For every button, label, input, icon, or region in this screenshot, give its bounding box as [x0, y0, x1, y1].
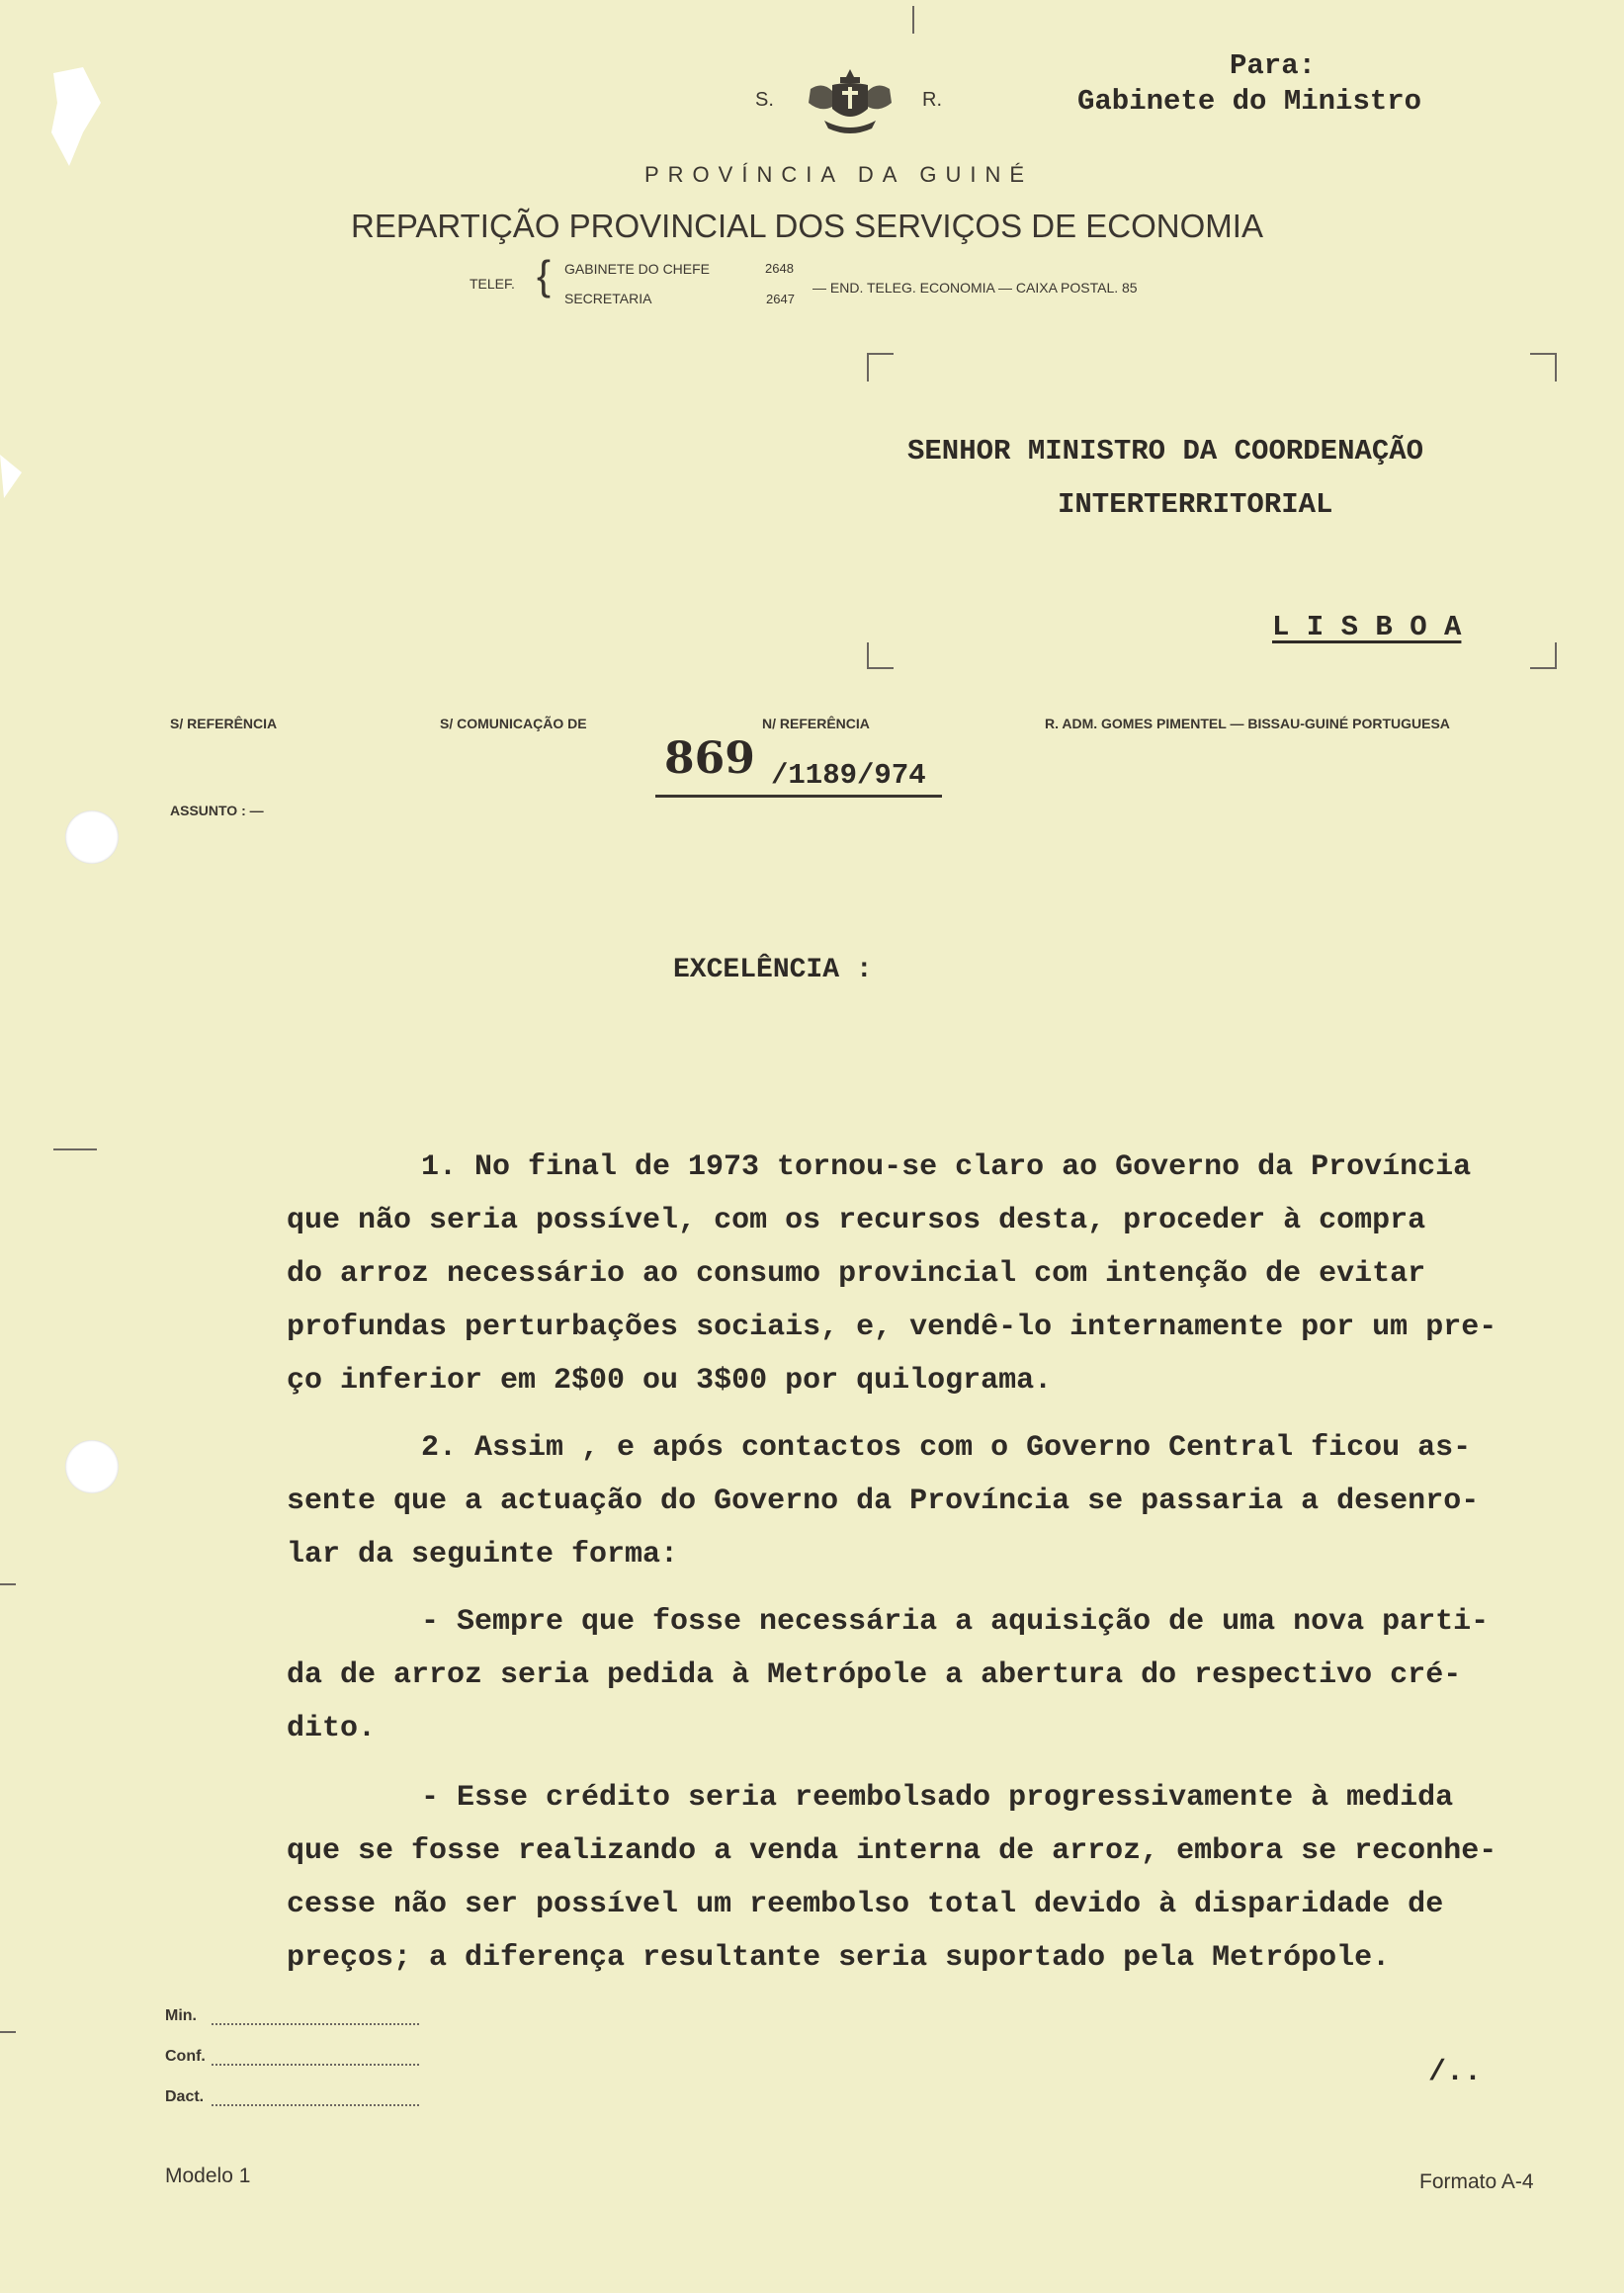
formato-label: Formato A-4	[1419, 2170, 1534, 2193]
modelo-label: Modelo 1	[165, 2165, 251, 2187]
secretaria-number: 2647	[766, 292, 795, 306]
gabinete-number: 2648	[765, 261, 794, 276]
bullet-1-line: - Sempre que fosse necessária a aquisição de uma nova parti-	[421, 1605, 1490, 1639]
gabinete-label: GABINETE DO CHEFE	[564, 261, 711, 277]
telef-label: TELEF.	[470, 276, 515, 292]
bullet-1-line: dito.	[287, 1712, 377, 1745]
bullet-2-line: cesse não ser possível um reembolso total devido à disparidade de	[287, 1888, 1444, 1921]
dact-label: Dact.	[165, 2088, 205, 2105]
assunto-label: ASSUNTO : —	[170, 803, 264, 818]
conf-label: Conf.	[165, 2048, 206, 2065]
margin-mark-left	[53, 1148, 97, 1150]
paragraph-1-line: do arroz necessário ao consumo provincial com intenção de evitar	[287, 1257, 1426, 1291]
recipient-line1: SENHOR MINISTRO DA COORDENAÇÃO	[907, 435, 1424, 467]
sender-address: R. ADM. GOMES PIMENTEL — BISSAU-GUINÉ PORTUGUESA	[1045, 716, 1450, 731]
s-comunicacao-label: S/ COMUNICAÇÃO DE	[440, 716, 587, 731]
paragraph-1-line: 1. No final de 1973 tornou-se claro ao Governo da Província	[421, 1150, 1472, 1184]
fold-mark-top	[912, 6, 914, 34]
s-referencia-label: S/ REFERÊNCIA	[170, 716, 278, 731]
para-value: Gabinete do Ministro	[1077, 85, 1422, 118]
r-letter: R.	[922, 89, 942, 111]
continuation-mark: /..	[1428, 2056, 1483, 2089]
bullet-2-line: preços; a diferença resultante seria suportado pela Metrópole.	[287, 1941, 1391, 1975]
salutation: EXCELÊNCIA :	[673, 955, 873, 985]
margin-mark-left-2	[0, 1583, 16, 1585]
recipient-line2: INTERTERRITORIAL	[1058, 488, 1333, 521]
min-label: Min.	[165, 2007, 197, 2024]
ref-number-underline	[655, 795, 942, 798]
address-info: — END. TELEG. ECONOMIA — CAIXA POSTAL. 85	[812, 280, 1138, 296]
min-line	[212, 2023, 419, 2025]
bullet-2-line: que se fosse realizando a venda interna de arroz, embora se reconhe-	[287, 1834, 1497, 1868]
coat-of-arms-emblem	[803, 63, 897, 140]
ref-number-typed: /1189/974	[771, 759, 926, 792]
paragraph-1-line: ço inferior em 2$00 ou 3$00 por quilograma.	[287, 1364, 1053, 1398]
conf-line	[212, 2064, 419, 2066]
para-label: Para:	[1230, 49, 1317, 82]
recipient-city: L I S B O A	[1272, 611, 1462, 643]
s-letter: S.	[755, 89, 774, 111]
punch-hole-top	[65, 810, 119, 864]
ref-number-handwritten: 869	[664, 733, 755, 784]
bullet-2-line: - Esse crédito seria reembolsado progressivamente à medida	[421, 1781, 1454, 1815]
paragraph-1	[287, 1141, 1562, 1407]
paragraph-2	[287, 1421, 1562, 1581]
bullet-2	[287, 1771, 1562, 1985]
dact-line	[212, 2104, 419, 2106]
paragraph-1-line: profundas perturbações sociais, e, vendê-lo internamente por um pre-	[287, 1311, 1497, 1344]
bullet-1	[287, 1595, 1562, 1755]
torn-edge-mark	[0, 455, 30, 504]
paragraph-1-line: que não seria possível, com os recursos desta, proceder à compra	[287, 1204, 1426, 1237]
paragraph-2-line: sente que a actuação do Governo da Província se passaria a desenro-	[287, 1485, 1480, 1518]
province-title: PROVÍNCIA DA GUINÉ	[644, 162, 1034, 187]
office-title: REPARTIÇÃO PROVINCIAL DOS SERVIÇOS DE ECONOMIA	[351, 208, 1263, 244]
n-referencia-label: N/ REFERÊNCIA	[762, 716, 870, 731]
secretaria-label: SECRETARIA	[564, 291, 652, 306]
torn-corner-mark	[43, 63, 113, 172]
telef-brace: {	[537, 252, 552, 298]
paragraph-2-line: lar da seguinte forma:	[287, 1538, 679, 1571]
paragraph-2-line: 2. Assim , e após contactos com o Governo Central ficou as-	[421, 1431, 1472, 1465]
margin-mark-left-3	[0, 2031, 16, 2033]
punch-hole-bottom	[65, 1440, 119, 1493]
bullet-1-line: da de arroz seria pedida à Metrópole a abertura do respectivo cré-	[287, 1658, 1462, 1692]
